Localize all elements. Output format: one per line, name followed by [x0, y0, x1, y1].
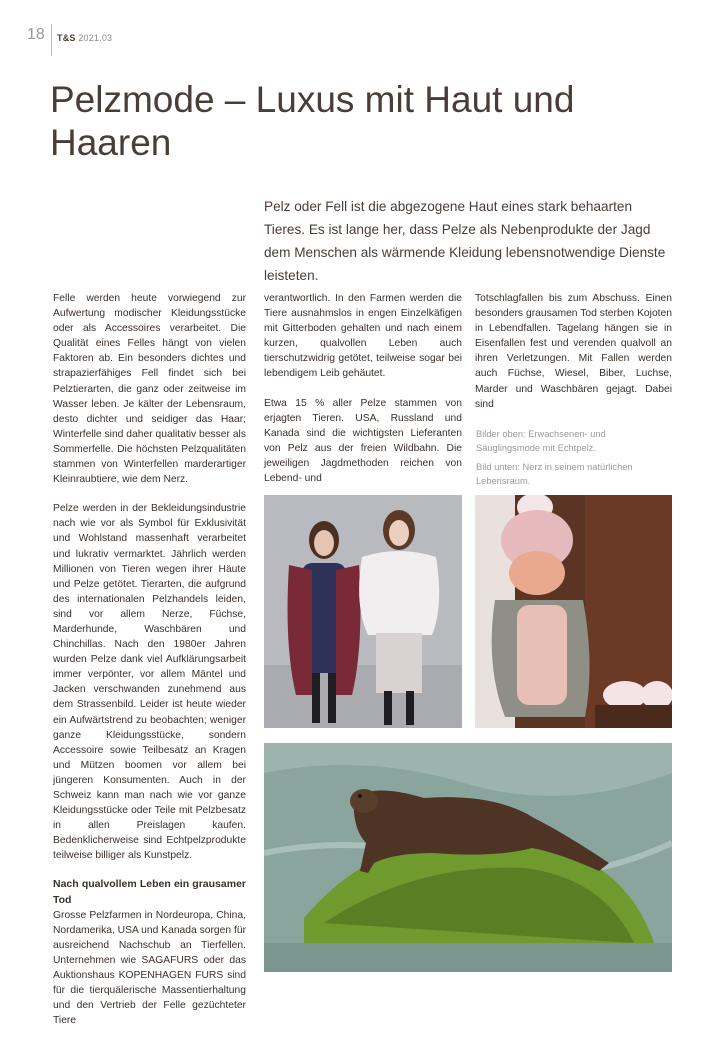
baby-fur-photo — [475, 495, 672, 728]
text-column-2 — [264, 291, 462, 500]
mink-photo — [264, 743, 672, 972]
caption-bottom: Bild unten: Nerz in seinem natürlichen Lebensraum. — [476, 462, 633, 486]
article-lead: Pelz oder Fell ist die abgezogene Haut eines stark behaarten Tieres. Es ist lange her, dass Pelze als Nebenprodukte der Jagd dem Menschen als wärmende Kleidung lebensnotwendige Dienste leisteten. — [264, 199, 666, 283]
magazine-issue — [57, 33, 112, 43]
article-title: Pelzmode – Luxus mit Haut und Haaren — [50, 79, 575, 163]
issue-date: 2021.03 — [78, 33, 113, 43]
caption-top: Bilder oben: Erwachsenen- und Säuglingsmode mit Echtpelz. — [476, 429, 606, 453]
page-number: 18 — [27, 26, 45, 43]
text-column-1 — [53, 291, 246, 1042]
section-heading: Nach qualvollem Leben ein grausamer Tod — [53, 878, 246, 906]
paragraph: verantwortlich. In den Farmen werden die Tiere ausnahmslos in engen Einzelkäfigen mit Gitterboden gehalten und nach einem kurzen, qualvollen Leben auch tierschutzwidrig getötet, teilweise sogar bei lebendigem Leib gehäutet. — [264, 293, 462, 380]
paragraph: Felle werden heute vorwiegend zur Aufwertung modischer Kleidungsstücke oder als Accessoires verarbeitet. Die Qualität eines Felles hängt von vielen Faktoren ab. Ein besonders dichtes und strapazierfähiges Fell findet sich bei Pelztierarten, die ganz oder zeitweise im Wasser leben. Je kälter der Lebensraum, desto dichter und seidiger das Haar; Winterfelle sind daher qualitativ besser als Sommerfelle. Die höchsten Pelzqualitäten stammen von Winterfellen marderartiger Kleinraubtiere, wie dem Nerz. — [53, 293, 246, 486]
magazine-name: T&S — [57, 33, 76, 43]
text-column-3 — [475, 291, 672, 426]
paragraph: Totschlagfallen bis zum Abschuss. Einen besonders grausamen Tod sterben Kojoten in Lebendfallen. Tagelang hängen sie in Eisenfallen fest und verenden qualvoll an ihren Verletzungen. Mit Fallen werden auch Füchse, Wiesel, Biber, Luchse, Marder und Waschbären gejagt. Dabei sind — [475, 293, 672, 410]
paragraph: Etwa 15 % aller Pelze stammen von erjagten Tieren. USA, Russland und Kanada sind die wichtigsten Lieferanten von Pelz aus der freien Wildbahn. Die jeweiligen Jagdmethoden reichen von Lebend- und — [264, 397, 462, 485]
paragraph: Grosse Pelzfarmen in Nordeuropa, China, Nordamerika, USA und Kanada sorgen für ausreichend Nachschub an Tierfellen. Unternehmen wie SAGAFURS oder das Auktionshaus KOPENHAGEN FURS sind für die tierquälerische Massentierhaltung und den Vertrieb der Felle gezüchteter Tiere — [53, 909, 246, 1027]
header-divider — [51, 24, 52, 56]
fur-fashion-photo — [264, 495, 462, 728]
paragraph: Pelze werden in der Bekleidungsindustrie nach wie vor als Symbol für Exklusivität und Wohlstand massenhaft verarbeitet und lukrativ vermarktet. Jährlich werden Millionen von Tieren wegen ihrer Häute und Pelze getötet. Tierarten, die aufgrund des internationalen Pelzhandels leiden, sind vor allem Nerze, Füchse, Marderhunde, Waschbären und Chinchillas. Nach den 1980er Jahren wurden Pelze dank viel Aufklärungsarbeit immer verpönter, vor allem Mäntel und Jacken verschwanden zunehmend aus dem Strassenbild. Leider ist heute wieder ein Aufwärtstrend zu beobachten; weniger ganze Kleidungsstücke, sondern Accessoire sowie Teilbesatz an Kragen und Mützen boomen vor allem bei jüngeren Konsumenten. Auch in der Schweiz kann man nach wie vor ganze Kleidungsstücke oder Teile mit Pelzbesatz in allen Preislagen kaufen. Bedenklicherweise sind Echtpelzprodukte teilweise billiger als Kunstpelz. — [53, 503, 246, 862]
